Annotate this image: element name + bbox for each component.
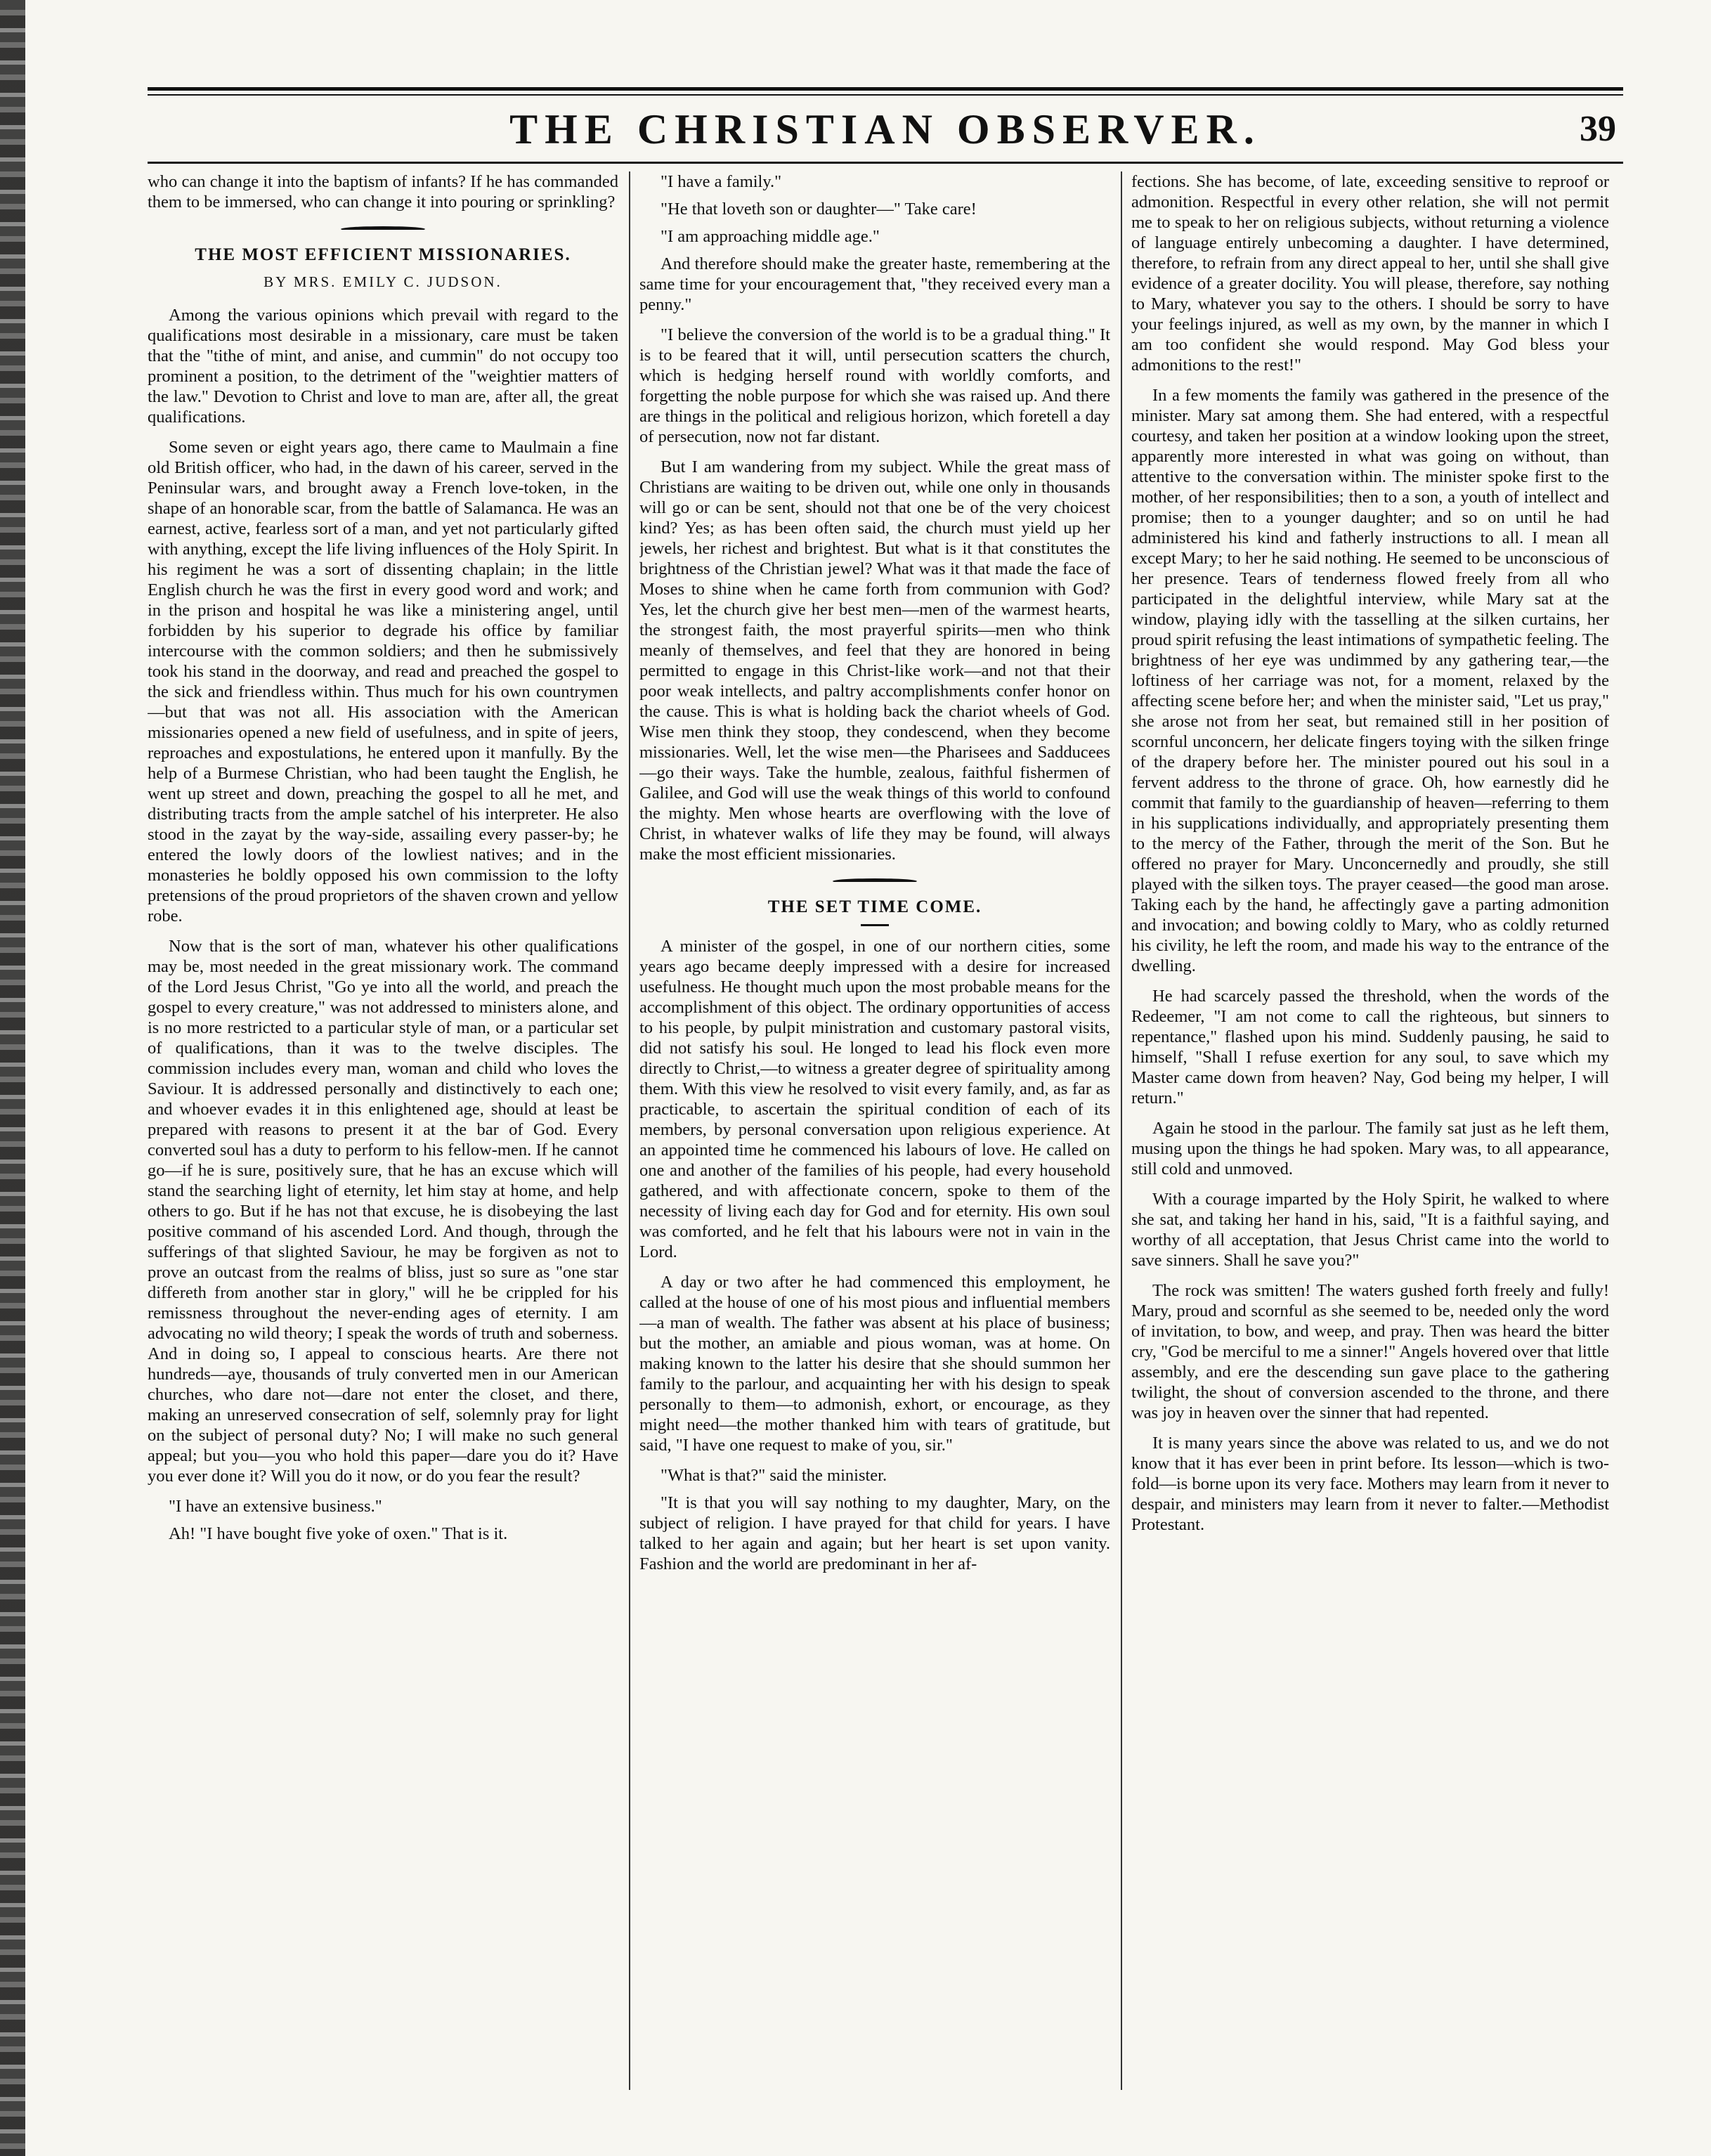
- paragraph: Ah! "I have bought five yoke of oxen." That is it.: [169, 1524, 508, 1543]
- column-divider: [629, 171, 630, 2090]
- paragraph: Now that is the sort of man, whatever his other qualifications may be, most needed in the great missionary work. The command of the Lord Jesus Christ, "Go ye into all the world, and preach the gospel to every creature," was not addressed to ministers alone, and is no more restricted to a particular style of man, or a particular set of qualifications, than it was to the twelve disciples. The commission includes every man, woman and child who loves the Saviour. It is addressed personally and distinctively to each one; and whoever evades it in this enlightened age, should at least be prepared with reasons to present it at the bar of God. Every converted soul has a duty to perform to his fellow-men. If he cannot go—if he is sure, positively sure, that he has an excuse which will stand the searching light of eternity, let him stay at home, and help others to go. But if he has not that excuse, he is disobeying the last positive command of his ascended Lord. And though, through the sufferings of that slighted Saviour, he may be forgiven as not to prove an outcast from the realms of bliss, just so sure as "one star differeth from another star in glory," will he be crippled for his remissness throughout the never-ending ages of eternity. I am advocating no wild theory; I speak the words of truth and soberness. And in doing so, I appeal to conscious hearts. Are there not hundreds—aye, thousands of truly converted men in our American churches, who dare not—dare not enter the closet, and there, making an unreserved consecration of self, solemnly pray for light on the subject of personal duty? No; I will make no such general appeal; but you—you who hold this paper—dare you do it? Have you ever done it? Will you do it now, or do you fear the result?: [148, 937, 618, 1486]
- paragraph: "I am approaching middle age.": [661, 227, 880, 246]
- paragraph: "What is that?" said the minister.: [661, 1466, 887, 1485]
- top-rule-thin: [148, 94, 1623, 96]
- paragraph: It is many years since the above was related to us, and we do not know that it has ever been in print before. Its lesson—which is two-fold—is borne upon its very face. Mothers may learn from it never to despair, and ministers may learn from it never to falter.—Methodist Protestant.: [1131, 1434, 1609, 1534]
- ornament-divider: [833, 878, 917, 884]
- paragraph: "I have an extensive business.": [169, 1497, 382, 1516]
- page-number: 39: [1580, 109, 1616, 149]
- paragraph: "I believe the conversion of the world is to be a gradual thing." It is to be feared that it will, until persecution scatters the church, which is hedging herself round with worldly comforts, and forgetting the noble purpose for which she was raised up. And there are things in the political and religious horizon, which foretell a day of persecution, now not far distant.: [639, 325, 1110, 446]
- paragraph: And therefore should make the greater haste, remembering at the same time for your encouragement that, "they received every man a penny.": [639, 254, 1110, 314]
- paragraph: "I have a family.": [661, 172, 782, 191]
- column-1: [148, 171, 618, 2090]
- article-byline: BY MRS. EMILY C. JUDSON.: [264, 273, 502, 290]
- article-title: THE SET TIME COME.: [767, 897, 982, 916]
- paragraph: A day or two after he had commenced this employment, he called at the house of one of his most pious and influential members—a man of wealth. The father was absent at his place of business; but the mother, an amiable and pious woman, was at home. On making known to the latter his desire that she should summon her family to the parlour, and acquainting her with his design to speak personally to them—to admonish, exhort, or encourage, as they might need—the mother thanked him with tears of gratitude, but said, "I have one request to make of you, sir.": [639, 1273, 1110, 1455]
- paragraph: Among the various opinions which prevail with regard to the qualifications most desirable in a missionary, care must be taken that the "tithe of mint, and anise, and cummin" do not occupy too prominent a position, to the detriment of the "weightier matters of the law." Devotion to Christ and love to man are, after all, the great qualifications.: [148, 306, 618, 427]
- masthead: [148, 101, 1623, 157]
- header-rule: [148, 162, 1623, 164]
- newspaper-page: [148, 77, 1623, 2101]
- paragraph: But I am wandering from my subject. While the great mass of Christians are waiting to be driven out, while one only in thousands will go or can be sent, should not that one be of the very choicest kind? Yes; as has been often said, the church must yield up her jewels, her richest and brightest. But what is it that constitutes the brightness of the Christian jewel? What was it that made the face of Moses to shine when he came forth from communion with God? Yes, let the church give her best men—men of the warmest hearts, the strongest faith, the most prayerful spirits—men who think meanly of themselves, and feel that they are honored in being permitted to engage in this Christ-like work—and not that their poor weak intellects, and paltry accomplishments confer honor on the cause. This is what is holding back the chariot wheels of God. Wise men think they stoop, they condescend, when they become missionaries. Well, let the wise men—the Pharisees and Sadducees—go their ways. Take the humble, zealous, faithful fishermen of Galilee, and God will use the weak things of this world to confound the mighty. Men whose hearts are overflowing with the love of Christ, in whatever walks of life they may be found, will always make the most efficient missionaries.: [639, 457, 1110, 864]
- paragraph: who can change it into the baptism of infants? If he has commanded them to be immersed, who can change it into pouring or sprinkling?: [148, 172, 618, 212]
- paragraph: With a courage imparted by the Holy Spirit, he walked to where she sat, and taking her hand in his, said, "It is a faithful saying, and worthy of all acceptation, that Jesus Christ came into the world to save sinners. Shall he save you?": [1131, 1190, 1609, 1270]
- paragraph: Some seven or eight years ago, there came to Maulmain a fine old British officer, who had, in the dawn of his career, served in the Peninsular wars, and brought away a French love-token, in the shape of an honorable scar, from the battle of Salamanca. He was an earnest, active, fearless sort of a man, and yet not particularly gifted with anything, except the life living influences of the Holy Spirit. In his regiment he was a sort of dissenting chaplain; in the little English church he was the first in every good word and work; and in the prison and hospital he was like a ministering angel, until forbidden by his superior to degrade his office by familiar intercourse with the common soldiers; and then he submissively took his stand in the doorway, and read and preached the gospel to the sick and friendless within. Thus much for his own countrymen—but that was not all. His association with the American missionaries opened a new field of usefulness, and in spite of jeers, reproaches and expostulations, he entered upon it manfully. By the help of a Burmese Christian, who had been taught the English, he went up street and down, preaching the gospel to all he met, and distributing tracts from the ample satchel of his interpreter. He also stood in the zayat by the way-side, assailing every passer-by; he entered the lowly doors of the lowliest natives; and in the monasteries he boldly opposed his own commission to the lofty pretensions of the proud proprietors of the shaven crown and yellow robe.: [148, 438, 618, 926]
- paragraph: fections. She has become, of late, exceeding sensitive to reproof or admonition. Respectful in every other relation, she will not permit me to speak to her on religious subjects, without returning a violence of language entirely unbecoming a daughter. I have determined, therefore, to refrain from any direct appeal to her, until she shall give evidence of a greater docility. You will please, therefore, say nothing to Mary, whatever you say to the others. I should be sorry to have your feelings injured, as well as my own, by the manner in which I am too confident she would respond. May God bless your admonitions to the rest!": [1131, 172, 1609, 375]
- column-divider: [1121, 171, 1122, 2090]
- binding-edge: [0, 0, 25, 2156]
- paragraph: "He that loveth son or daughter—" Take care!: [661, 200, 977, 219]
- ornament-divider: [341, 226, 425, 232]
- paragraph: "It is that you will say nothing to my daughter, Mary, on the subject of religion. I have prayed for that child for years. I have talked to her again and again; but her heart is set upon vanity. Fashion and the world are predominant in her af-: [639, 1493, 1110, 1573]
- top-rule: [148, 87, 1623, 91]
- paragraph: He had scarcely passed the threshold, when the words of the Redeemer, "I am not come to call the righteous, but sinners to repentance," flashed upon his mind. Suddenly pausing, he said to himself, "Shall I refuse exertion for any soul, to save which my Master came down from heaven? Nay, God being my helper, I will return.": [1131, 987, 1609, 1108]
- small-rule: [861, 924, 889, 926]
- paragraph: In a few moments the family was gathered in the presence of the minister. Mary sat among them. She had entered, with a respectful courtesy, and taken her position at a window looking upon the street, apparently more interested in what was going on without, than attentive to the conversation within. The minister spoke first to the mother, of her responsibilities; then to a son, a youth of intellect and promise; then to a younger daughter; and so on until he had administered his kind and fatherly instructions to all. I mean all except Mary; to her he said nothing. He seemed to be unconscious of her presence. Tears of tenderness flowed freely from all who participated in the delightful interview, while Mary sat at the window, playing idly with the tasselling at the silken curtains, her proud spirit refusing the least intimations of sympathetic feeling. The brightness of her eye was undimmed by any gathering tear,—the loftiness of her carriage was not, for a moment, relaxed by the affecting scene before her; and when the minister said, "Let us pray," she arose not from her seat, but remained still in her position of scornful unconcern, her delicate fingers toying with the silken fringe of the drapery before her. The minister poured out his soul in a fervent address to the throne of grace. Oh, how earnestly did he commit that family to the guardianship of heaven—referring to them in his supplications individually, and appropriately presenting them to the mercy of the Father, through the merit of the Son. But he offered no prayer for Mary. Unconcernedly and proudly, she still played with the silken toys. The prayer ceased—the good man arose. Taking each by the hand, he affectingly gave a parting admonition and invocation; and bowing coldly to Mary, who as coldly returned his civility, he left the room, and made his way to the entrance of the dwelling.: [1131, 386, 1609, 975]
- paragraph: A minister of the gospel, in one of our northern cities, some years ago became deeply impressed with a desire for increased usefulness. He thought much upon the most probable means for the accomplishment of this object. The ordinary opportunities of access to his people, by pulpit ministration and customary pastoral visits, did not satisfy his soul. He longed to lead his flock even more directly to Christ,—to witness a greater degree of spirituality among them. With this view he resolved to visit every family, and, as far as practicable, to ascertain the spiritual condition of each of its members, by personal conversation upon religious experience. At an appointed time he commenced his labours of love. He called on one and another of the families of his people, had every household gathered, and with affectionate concern, spoke to them of the necessity of living each day for God and for eternity. His own soul was comforted, and he felt that his labours were not in vain in the Lord.: [639, 937, 1110, 1261]
- column-2: [639, 171, 1110, 2090]
- paragraph: The rock was smitten! The waters gushed forth freely and fully! Mary, proud and scornful as she seemed to be, needed only the word of invitation, to bow, and weep, and pray. Then was heard the bitter cry, "God be merciful to me a sinner!" Angels hovered over that little assembly, and ere the descending sun gave place to the gathering twilight, the shout of conversion ascended to the throne, and there was joy in heaven over the sinner that had repented.: [1131, 1281, 1609, 1422]
- page-title: THE CHRISTIAN OBSERVER.: [509, 106, 1261, 152]
- article-title: THE MOST EFFICIENT MISSIONARIES.: [195, 245, 571, 264]
- paragraph: Again he stood in the parlour. The family sat just as he left them, musing upon the things he had spoken. Mary was, to all appearance, still cold and unmoved.: [1131, 1119, 1609, 1178]
- column-3: [1131, 171, 1609, 2090]
